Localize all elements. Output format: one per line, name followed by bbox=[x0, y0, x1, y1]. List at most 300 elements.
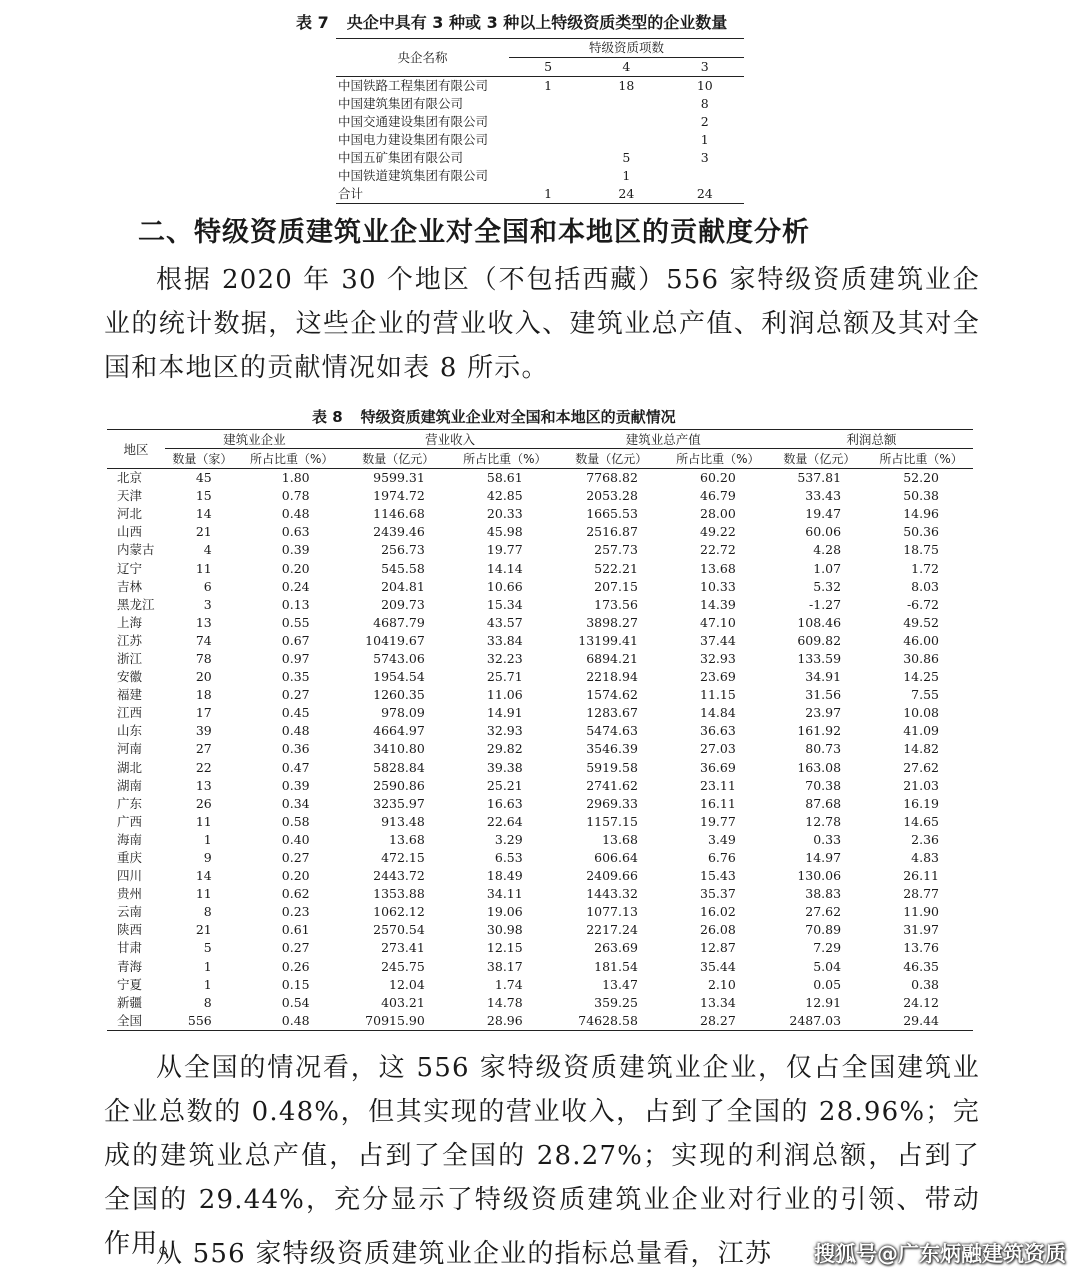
table7-cell bbox=[509, 113, 587, 131]
table7-cell: 3 bbox=[700, 150, 709, 165]
table7-company-name: 中国建筑集团有限公司 bbox=[338, 96, 464, 111]
table8-cell: 19.77 bbox=[700, 813, 736, 829]
paragraph-intro: 根据 2020 年 30 个地区（不包括西藏）556 家特级资质建筑业企业的统计数据，这些企业的营业收入、建筑业总产值、利润总额及其对全国和本地区的贡献情况如表 8 所示。 bbox=[104, 265, 980, 383]
table8-group-header: 建筑业总产值 bbox=[557, 430, 770, 449]
table8-cell: 26 bbox=[195, 795, 212, 811]
table8-cell: 2741.62 bbox=[586, 777, 638, 793]
table8-region-header: 地区 bbox=[107, 430, 165, 469]
table8-cell: 556 bbox=[165, 1012, 240, 1031]
table8-cell: 13.47 bbox=[602, 976, 638, 992]
table8-cell: 0.54 bbox=[281, 994, 310, 1010]
table8-cell: 3898.27 bbox=[586, 614, 638, 630]
table8-region-name: 吉林 bbox=[117, 578, 143, 594]
table8-cell: 0.26 bbox=[281, 958, 310, 974]
table8-row bbox=[107, 759, 973, 777]
table8-cell: 0.78 bbox=[281, 488, 310, 504]
table8-cell: 16.19 bbox=[903, 795, 939, 811]
table8-cell: 0.24 bbox=[281, 578, 310, 594]
table8-region-name: 湖南 bbox=[117, 777, 143, 793]
table8-region-name: 云南 bbox=[117, 904, 143, 920]
table8-cell: 1077.13 bbox=[586, 904, 638, 920]
table8-cell: 13.68 bbox=[700, 560, 736, 576]
table8-cell: 606.64 bbox=[594, 850, 638, 866]
table8-row bbox=[107, 686, 973, 704]
table8-cell: 15 bbox=[195, 488, 212, 504]
table8-cell: 34.91 bbox=[805, 669, 842, 685]
table8-cell: 0.40 bbox=[281, 831, 310, 847]
table8-title: 特级资质建筑业企业对全国和本地区的贡献情况 bbox=[360, 408, 676, 426]
table8-cell: 609.82 bbox=[797, 632, 842, 648]
table8-cell: 32.93 bbox=[700, 650, 736, 666]
table8-cell: 403.21 bbox=[381, 994, 425, 1010]
table8-cell: 14.78 bbox=[486, 994, 523, 1010]
table8-cell: 29.82 bbox=[486, 741, 523, 757]
table8-cell: 0.48 bbox=[281, 723, 310, 739]
table8-cell: 0.05 bbox=[813, 976, 842, 992]
table8-cell: 0.23 bbox=[281, 904, 310, 920]
table8-cell: 4.83 bbox=[911, 850, 939, 866]
table8-subheader: 数量（亿元） bbox=[557, 449, 666, 469]
table8-cell: 31.97 bbox=[903, 922, 939, 938]
table7-cell: 8 bbox=[700, 96, 709, 111]
table8-cell: 0.20 bbox=[281, 868, 310, 884]
table8-cell: 257.73 bbox=[594, 542, 638, 558]
paragraph-national-summary: 从全国的情况看，这 556 家特级资质建筑业企业，仅占全国建筑业企业总数的 0.48%，但其实现的营业收入，占到了全国的 28.96%；完成的建筑业总产值，占到了全国的 28.27%；实现的利润总额，占到了全国的 29.44%，充分显示了特级资质建筑业企业对行业的引领、带动作用。 bbox=[104, 1053, 980, 1259]
table8-cell: 23.97 bbox=[805, 705, 842, 721]
table8-cell: 8 bbox=[203, 994, 212, 1010]
table8-region-name: 广东 bbox=[117, 795, 143, 811]
table8-cell: 22 bbox=[195, 759, 212, 775]
table7-cell bbox=[509, 131, 587, 149]
table8-cell: 50.36 bbox=[903, 524, 939, 540]
table8-cell: 3410.80 bbox=[373, 741, 425, 757]
table8-cell: 18 bbox=[195, 687, 212, 703]
table8-cell: 14.84 bbox=[700, 705, 736, 721]
table8-cell: 25.71 bbox=[486, 669, 523, 685]
table8-cell: 359.25 bbox=[594, 994, 638, 1010]
table8-cell: 0.27 bbox=[281, 687, 310, 703]
table8-cell: 34.11 bbox=[486, 886, 523, 902]
table8-cell: 21.03 bbox=[903, 777, 939, 793]
table8-cell: 6 bbox=[203, 578, 212, 594]
table8-cell: 0.48 bbox=[240, 1012, 344, 1031]
table8-region-name: 浙江 bbox=[117, 650, 143, 666]
table8-cell: 0.20 bbox=[281, 560, 310, 576]
table8-cell: 23.69 bbox=[700, 669, 736, 685]
table8-cell: 2439.46 bbox=[373, 524, 425, 540]
table8-cell: 0.13 bbox=[281, 596, 310, 612]
table8-region-name: 福建 bbox=[117, 687, 143, 703]
table7-row bbox=[336, 113, 744, 131]
table8-cell: 11.90 bbox=[903, 904, 939, 920]
table8-cell: 130.06 bbox=[797, 868, 842, 884]
table8-row bbox=[107, 849, 973, 867]
table8-region-name: 新疆 bbox=[117, 994, 143, 1010]
table8-cell: 1146.68 bbox=[373, 506, 425, 522]
table8-cell: 10.66 bbox=[486, 578, 523, 594]
table8-cell: 0.35 bbox=[281, 669, 310, 685]
table8-cell: 26.08 bbox=[700, 922, 736, 938]
table8-cell: 32.23 bbox=[486, 650, 523, 666]
table8-cell: 11.15 bbox=[700, 687, 736, 703]
table7-company-name: 中国交通建设集团有限公司 bbox=[338, 114, 489, 129]
table8-cell: 2053.28 bbox=[586, 488, 638, 504]
table8-cell: 32.93 bbox=[486, 723, 523, 739]
table8-cell: 0.38 bbox=[911, 976, 939, 992]
table8-cell: 41.09 bbox=[903, 723, 939, 739]
table8-cell: 1.07 bbox=[813, 560, 842, 576]
table8-row bbox=[107, 976, 973, 994]
table7-subheader: 5 bbox=[509, 58, 587, 77]
table8-cell: 978.09 bbox=[381, 705, 425, 721]
table8-cell: 27.62 bbox=[805, 904, 842, 920]
table8-cell: 3.49 bbox=[707, 831, 736, 847]
table8-cell: 39.38 bbox=[486, 759, 523, 775]
table7-cell: 24 bbox=[587, 185, 665, 204]
table7-cell: 18 bbox=[618, 78, 635, 93]
table8-cell: 4664.97 bbox=[373, 723, 425, 739]
table7-body bbox=[336, 77, 744, 204]
table8-row bbox=[107, 596, 973, 614]
table8-cell: 1283.67 bbox=[586, 705, 638, 721]
table8-cell: 5 bbox=[203, 940, 212, 956]
table8-row bbox=[107, 523, 973, 541]
table8-cell: 209.73 bbox=[381, 596, 425, 612]
table8-body bbox=[107, 469, 973, 1031]
table8-region-name: 全国 bbox=[107, 1012, 165, 1031]
table8-cell: 12.87 bbox=[700, 940, 736, 956]
table8-cell: 22.64 bbox=[486, 813, 523, 829]
table8-cell: -6.72 bbox=[906, 596, 939, 612]
table8-row bbox=[107, 541, 973, 559]
table8-cell: 2409.66 bbox=[586, 868, 638, 884]
table8-cell: 13 bbox=[195, 777, 212, 793]
table8-cell: 45 bbox=[195, 470, 212, 486]
table8-cell: 13.76 bbox=[903, 940, 939, 956]
table8-row bbox=[107, 632, 973, 650]
table8-cell: 60.20 bbox=[700, 470, 736, 486]
table8-cell: 36.69 bbox=[700, 759, 736, 775]
table8-cell: 58.61 bbox=[486, 470, 523, 486]
table8-region-name: 安徽 bbox=[117, 669, 143, 685]
table8-region-name: 上海 bbox=[117, 614, 143, 630]
table8-cell: 19.77 bbox=[486, 542, 523, 558]
table8-subheader: 数量（亿元） bbox=[344, 449, 453, 469]
table8-cell: 0.67 bbox=[281, 632, 310, 648]
table7-row bbox=[336, 185, 744, 204]
table8-region-name: 甘肃 bbox=[117, 940, 143, 956]
table8-region-name: 四川 bbox=[117, 868, 143, 884]
table8-cell: 14.25 bbox=[903, 669, 939, 685]
table8-cell: -1.27 bbox=[809, 596, 842, 612]
table8-cell: 2218.94 bbox=[586, 669, 638, 685]
table8-region-name: 河南 bbox=[117, 741, 143, 757]
table7-label: 表 7 bbox=[296, 13, 329, 32]
table8-row bbox=[107, 650, 973, 668]
table8-cell: 204.81 bbox=[381, 578, 425, 594]
table8-cell: 21 bbox=[195, 524, 212, 540]
table8-subheader: 所占比重（%） bbox=[869, 449, 973, 469]
table7-subheader: 4 bbox=[587, 58, 665, 77]
table8-cell: 12.91 bbox=[805, 994, 842, 1010]
table8-row bbox=[107, 958, 973, 976]
section-heading: 二、特级资质建筑业企业对全国和本地区的贡献度分析 bbox=[138, 217, 810, 248]
table8-cell: 37.44 bbox=[700, 632, 736, 648]
table8-region-name: 内蒙古 bbox=[117, 542, 155, 558]
table8-cell: 14.65 bbox=[903, 813, 939, 829]
table8-cell: 10419.67 bbox=[365, 632, 425, 648]
table8-cell: 1.72 bbox=[911, 560, 939, 576]
table8 bbox=[107, 429, 973, 1031]
table8-cell: 38.17 bbox=[486, 958, 523, 974]
table8-region-name: 山东 bbox=[117, 723, 143, 739]
table8-cell: 12.15 bbox=[486, 940, 523, 956]
table8-cell: 1062.12 bbox=[373, 904, 425, 920]
table8-cell: 1665.53 bbox=[586, 506, 638, 522]
table7-company-name: 中国铁道建筑集团有限公司 bbox=[338, 168, 489, 183]
table8-region-name: 黑龙江 bbox=[117, 596, 155, 612]
table8-row bbox=[107, 795, 973, 813]
table8-cell: 3546.39 bbox=[586, 741, 638, 757]
table8-cell: 47.10 bbox=[700, 614, 736, 630]
table8-subheader: 数量（亿元） bbox=[770, 449, 869, 469]
table8-row bbox=[107, 921, 973, 939]
table8-cell: 39 bbox=[195, 723, 212, 739]
table7-cell bbox=[587, 95, 665, 113]
table8-cell: 0.39 bbox=[281, 777, 310, 793]
paragraph-indicator-totals: 从 556 家特级资质建筑业企业的指标总量看，江苏 bbox=[156, 1239, 773, 1269]
table8-subheader: 所占比重（%） bbox=[666, 449, 770, 469]
table8-row bbox=[107, 740, 973, 758]
table8-cell: 11 bbox=[195, 560, 212, 576]
table8-cell: 12.78 bbox=[805, 813, 842, 829]
table8-cell: 1 bbox=[203, 831, 212, 847]
table8-cell: 256.73 bbox=[381, 542, 425, 558]
table8-cell: 0.58 bbox=[281, 813, 310, 829]
table8-row bbox=[107, 994, 973, 1012]
table8-cell: 10.08 bbox=[903, 705, 939, 721]
table8-cell: 30.86 bbox=[903, 650, 939, 666]
table7 bbox=[336, 38, 744, 204]
table8-row bbox=[107, 903, 973, 921]
table8-cell: 22.72 bbox=[700, 542, 736, 558]
table8-cell: 5828.84 bbox=[373, 759, 425, 775]
table8-subheader: 所占比重（%） bbox=[240, 449, 344, 469]
table7-cell: 1 bbox=[700, 132, 709, 147]
table8-cell: 35.37 bbox=[700, 886, 736, 902]
table8-cell: 35.44 bbox=[700, 958, 736, 974]
table8-cell: 133.59 bbox=[797, 650, 842, 666]
table8-cell: 522.21 bbox=[594, 560, 638, 576]
table7-cell: 5 bbox=[622, 150, 631, 165]
table8-cell: 1443.32 bbox=[586, 886, 638, 902]
table8-region-name: 江西 bbox=[117, 705, 143, 721]
table8-row bbox=[107, 939, 973, 957]
table8-cell: 2590.86 bbox=[373, 777, 425, 793]
table8-row bbox=[107, 487, 973, 505]
table8-cell: 70915.90 bbox=[344, 1012, 453, 1031]
table8-cell: 2516.87 bbox=[586, 524, 638, 540]
table8-region-name: 宁夏 bbox=[117, 976, 143, 992]
table7-cell: 10 bbox=[696, 78, 713, 93]
table8-cell: 19.47 bbox=[805, 506, 842, 522]
table8-cell: 29.44 bbox=[869, 1012, 973, 1031]
table8-cell: 9 bbox=[203, 850, 212, 866]
table8-region-name: 重庆 bbox=[117, 850, 143, 866]
table8-cell: 4687.79 bbox=[373, 614, 425, 630]
table8-cell: 26.11 bbox=[903, 868, 939, 884]
table8-cell: 14.96 bbox=[903, 506, 939, 522]
table8-cell: 3.29 bbox=[494, 831, 523, 847]
table8-cell: 472.15 bbox=[381, 850, 425, 866]
table8-cell: 2.10 bbox=[707, 976, 736, 992]
table8-region-name: 广西 bbox=[117, 813, 143, 829]
table8-cell: 21 bbox=[195, 922, 212, 938]
table8-cell: 9599.31 bbox=[373, 470, 425, 486]
table8-cell: 0.33 bbox=[813, 831, 842, 847]
table8-row bbox=[107, 867, 973, 885]
table8-cell: 27.03 bbox=[700, 741, 736, 757]
table8-cell: 1954.54 bbox=[373, 669, 425, 685]
table8-row bbox=[107, 831, 973, 849]
table7-cell bbox=[509, 167, 587, 185]
table8-cell: 2.36 bbox=[911, 831, 939, 847]
table8-cell: 5919.58 bbox=[586, 759, 638, 775]
table8-cell: 28.27 bbox=[666, 1012, 770, 1031]
table8-cell: 49.52 bbox=[903, 614, 939, 630]
table8-cell: 13.34 bbox=[700, 994, 736, 1010]
table8-cell: 36.63 bbox=[700, 723, 736, 739]
table8-cell: 5.04 bbox=[813, 958, 842, 974]
table8-cell: 6.76 bbox=[707, 850, 736, 866]
table8-cell: 43.57 bbox=[486, 614, 523, 630]
table8-cell: 28.00 bbox=[700, 506, 736, 522]
table8-cell: 18.49 bbox=[486, 868, 523, 884]
table8-cell: 45.98 bbox=[486, 524, 523, 540]
table8-cell: 0.48 bbox=[281, 506, 310, 522]
table8-cell: 2969.33 bbox=[586, 795, 638, 811]
table8-region-name: 北京 bbox=[117, 470, 143, 486]
table8-group-header: 营业收入 bbox=[344, 430, 557, 449]
table8-cell: 23.11 bbox=[700, 777, 736, 793]
table8-cell: 2217.24 bbox=[586, 922, 638, 938]
table8-subheader: 所占比重（%） bbox=[453, 449, 557, 469]
table8-cell: 42.85 bbox=[486, 488, 523, 504]
table8-cell: 1.74 bbox=[494, 976, 523, 992]
table8-region-name: 辽宁 bbox=[117, 560, 143, 576]
table8-cell: 5743.06 bbox=[373, 650, 425, 666]
table8-cell: 74 bbox=[195, 632, 212, 648]
table8-cell: 87.68 bbox=[805, 795, 842, 811]
table8-cell: 2487.03 bbox=[770, 1012, 869, 1031]
table8-cell: 20.33 bbox=[486, 506, 523, 522]
table8-cell: 50.38 bbox=[903, 488, 939, 504]
table8-cell: 161.92 bbox=[797, 723, 842, 739]
table7-row bbox=[336, 167, 744, 185]
table7-company-name: 中国电力建设集团有限公司 bbox=[338, 132, 489, 147]
table8-cell: 12.04 bbox=[389, 976, 425, 992]
table8-cell: 14.39 bbox=[700, 596, 736, 612]
table8-cell: 25.21 bbox=[486, 777, 523, 793]
table8-cell: 1353.88 bbox=[373, 886, 425, 902]
table8-cell: 11.06 bbox=[486, 687, 523, 703]
table8-region-name: 贵州 bbox=[117, 886, 143, 902]
table8-cell: 5.32 bbox=[813, 578, 842, 594]
table8-cell: 70.38 bbox=[805, 777, 842, 793]
table7-row bbox=[336, 131, 744, 149]
table8-cell: 181.54 bbox=[594, 958, 638, 974]
table8-cell: 16.63 bbox=[486, 795, 523, 811]
table8-cell: 14 bbox=[195, 868, 212, 884]
table7-cell bbox=[666, 167, 744, 185]
table7-cell: 24 bbox=[666, 185, 744, 204]
table8-cell: 2570.54 bbox=[373, 922, 425, 938]
table8-cell: 70.89 bbox=[805, 922, 842, 938]
table8-cell: 33.43 bbox=[805, 488, 842, 504]
table8-cell: 13.68 bbox=[389, 831, 425, 847]
table8-row bbox=[107, 668, 973, 686]
table7-company-name: 合计 bbox=[336, 185, 509, 204]
table8-cell: 4.28 bbox=[813, 542, 842, 558]
table8-cell: 14.97 bbox=[805, 850, 842, 866]
table8-cell: 6894.21 bbox=[586, 650, 638, 666]
table7-cell: 1 bbox=[544, 78, 553, 93]
table7-cell bbox=[587, 113, 665, 131]
table8-cell: 207.15 bbox=[594, 578, 638, 594]
table8-cell: 3235.97 bbox=[373, 795, 425, 811]
table8-row bbox=[107, 813, 973, 831]
table8-cell: 16.02 bbox=[700, 904, 736, 920]
table8-cell: 18.75 bbox=[903, 542, 939, 558]
table8-cell: 19.06 bbox=[486, 904, 523, 920]
table7-cell bbox=[509, 149, 587, 167]
table7-cell: 1 bbox=[509, 185, 587, 204]
table8-cell: 3 bbox=[203, 596, 212, 612]
table7-subheader: 3 bbox=[666, 58, 744, 77]
table8-cell: 80.73 bbox=[805, 741, 842, 757]
table8-cell: 0.47 bbox=[281, 759, 310, 775]
table8-cell: 13.68 bbox=[602, 831, 638, 847]
table8-cell: 537.81 bbox=[797, 470, 842, 486]
table8-cell: 15.43 bbox=[700, 868, 736, 884]
table8-cell: 78 bbox=[195, 650, 212, 666]
table8-cell: 31.56 bbox=[805, 687, 842, 703]
table7-company-name: 中国五矿集团有限公司 bbox=[338, 150, 464, 165]
table8-cell: 0.34 bbox=[281, 795, 310, 811]
table8-cell: 52.20 bbox=[903, 470, 939, 486]
table8-cell: 1974.72 bbox=[373, 488, 425, 504]
table8-cell: 16.11 bbox=[700, 795, 736, 811]
table8-cell: 0.27 bbox=[281, 940, 310, 956]
table8-cell: 17 bbox=[195, 705, 212, 721]
table8-cell: 7.29 bbox=[813, 940, 842, 956]
table8-cell: 0.27 bbox=[281, 850, 310, 866]
table8-cell: 28.96 bbox=[453, 1012, 557, 1031]
table8-cell: 4 bbox=[203, 542, 212, 558]
table8-cell: 108.46 bbox=[797, 614, 842, 630]
table7-row bbox=[336, 95, 744, 113]
table8-region-name: 青海 bbox=[117, 958, 143, 974]
table7-cell bbox=[509, 95, 587, 113]
table8-cell: 245.75 bbox=[381, 958, 425, 974]
table8-cell: 1157.15 bbox=[586, 813, 638, 829]
table8-row bbox=[107, 704, 973, 722]
table8-row bbox=[107, 614, 973, 632]
table8-row bbox=[107, 885, 973, 903]
table8-cell: 2443.72 bbox=[373, 868, 425, 884]
table8-cell: 14.82 bbox=[903, 741, 939, 757]
table8-row bbox=[107, 559, 973, 577]
